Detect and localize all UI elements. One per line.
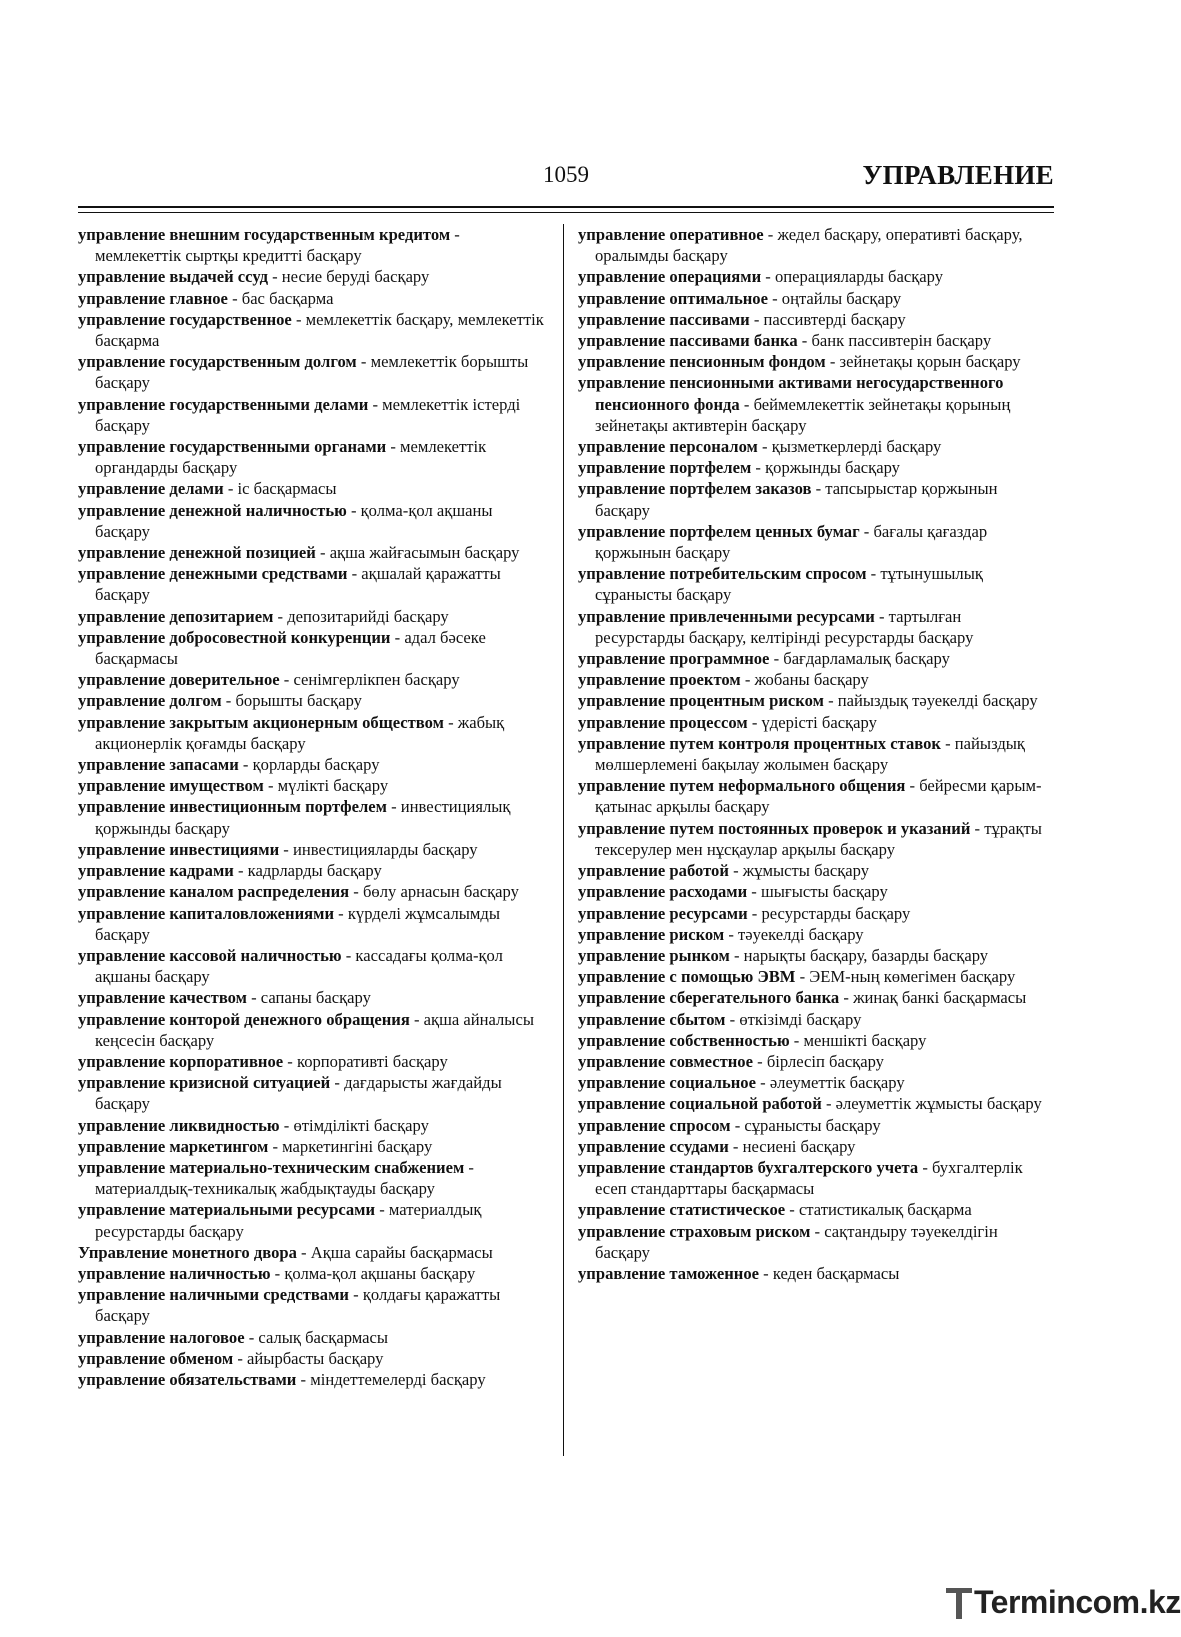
entry-translation: тұрақты тексерулер мен нұсқаулар арқылы басқару xyxy=(595,818,1042,859)
entry-term: управление инвестициями xyxy=(78,839,280,859)
entry-term: управление закрытым акционерным обществом xyxy=(78,712,444,732)
entry-term: управление проектом xyxy=(578,670,741,690)
dictionary-entry xyxy=(578,372,1054,436)
header-rule-thin xyxy=(78,212,1054,213)
entry-term: управление социальной работой xyxy=(578,1094,822,1114)
entry-term: управление материально-техническим снабжением xyxy=(78,1157,465,1177)
dictionary-entry xyxy=(578,1051,1054,1072)
entry-translation: қызметкерлерді басқару xyxy=(771,437,942,457)
entry-term: управление оперативное xyxy=(578,225,764,244)
dictionary-entry xyxy=(78,1199,548,1241)
entry-translation: депозитарийді басқару xyxy=(287,606,449,626)
entry-term: управление государственными органами xyxy=(78,437,387,457)
dictionary-entry xyxy=(78,606,548,627)
entry-term: управление статистическое xyxy=(578,1200,786,1220)
dictionary-entry xyxy=(578,309,1054,330)
dictionary-entry xyxy=(78,1242,548,1263)
entry-translation: үдерісті басқару xyxy=(761,712,877,732)
dictionary-entry xyxy=(78,1051,548,1072)
entry-term: управление страховым риском xyxy=(578,1221,811,1241)
entry-translation: шығысты басқару xyxy=(760,882,888,902)
dictionary-entry xyxy=(578,1030,1054,1051)
entry-term: управление сбытом xyxy=(578,1009,726,1029)
header-rule-thick xyxy=(78,206,1054,208)
dictionary-entry xyxy=(578,224,1054,266)
entry-translation: пассивтерді басқару xyxy=(763,309,906,329)
dictionary-entry xyxy=(78,563,548,605)
entry-translation: Ақша сарайы басқармасы xyxy=(310,1242,493,1262)
entry-term: управление денежной наличностью xyxy=(78,500,347,520)
dictionary-entry xyxy=(78,1157,548,1199)
entry-term: управление портфелем заказов xyxy=(578,479,812,499)
entry-term: управление социальное xyxy=(578,1073,756,1093)
dictionary-entry xyxy=(578,1221,1054,1263)
entry-term: управление кассовой наличностью xyxy=(78,945,342,965)
entry-term: управление портфелем ценных бумаг xyxy=(578,521,860,541)
dictionary-entry xyxy=(78,224,548,266)
entry-term: управление конторой денежного обращения xyxy=(78,1009,410,1029)
dictionary-entry xyxy=(78,1327,548,1348)
dictionary-entry xyxy=(578,860,1054,881)
entry-translation: мемлекеттік басқару, мемлекеттік басқарма xyxy=(95,309,544,351)
entry-term: управление качеством xyxy=(78,988,247,1008)
dictionary-entry xyxy=(78,1115,548,1136)
entry-term: управление риском xyxy=(578,924,725,944)
entry-term: управление наличными средствами xyxy=(78,1285,349,1305)
entry-translation: нарықты басқару, базарды басқару xyxy=(743,945,989,965)
entry-translation: зейнетақы қорын басқару xyxy=(839,352,1021,372)
entry-translation: өтімділікті басқару xyxy=(293,1115,429,1135)
entry-term: управление путем контроля процентных ставок xyxy=(578,733,941,753)
entry-translation: бас басқарма xyxy=(241,288,334,308)
entry-translation: сенімгерлікпен басқару xyxy=(293,670,460,690)
entry-term: управление таможенное xyxy=(578,1263,760,1283)
entry-translation: қолма-қол ақшаны басқару xyxy=(95,500,493,541)
entry-translation: мемлекеттік борышты басқару xyxy=(95,352,529,393)
entry-term: управление доверительное xyxy=(78,670,280,690)
entry-translation: әлеуметтік жұмысты басқару xyxy=(835,1094,1042,1114)
dictionary-entry xyxy=(78,478,548,499)
entry-translation: жинақ банкі басқармасы xyxy=(853,988,1027,1008)
dictionary-entry xyxy=(578,903,1054,924)
entry-translation: әлеуметтік басқару xyxy=(769,1073,905,1093)
running-head-word: УПРАВЛЕНИЕ xyxy=(862,160,1054,190)
dictionary-entry xyxy=(578,1263,1054,1284)
entry-translation: пайыздық тәуекелді басқару xyxy=(837,691,1038,711)
dictionary-entry xyxy=(78,1369,548,1390)
entry-translation: корпоративті басқару xyxy=(296,1051,448,1071)
entry-term: управление долгом xyxy=(78,691,222,711)
entry-translation: мүлікті басқару xyxy=(277,776,389,796)
dictionary-entry xyxy=(78,351,548,393)
dictionary-entry xyxy=(578,478,1054,520)
entry-term: управление пассивами xyxy=(578,309,750,329)
entry-term: управление государственное xyxy=(78,309,292,329)
entry-translation: меншікті басқару xyxy=(803,1030,927,1050)
entry-translation: беймемлекеттік зейнетақы қорының зейнетақы активтерін басқару xyxy=(595,394,1011,435)
dictionary-entry xyxy=(578,266,1054,287)
entry-term: управление собственностью xyxy=(578,1030,790,1050)
dictionary-entry xyxy=(78,945,548,987)
termincom-logo-icon xyxy=(946,1586,972,1620)
dictionary-entry xyxy=(78,881,548,902)
entry-translation: инвестицияларды басқару xyxy=(292,839,478,859)
dictionary-entry xyxy=(78,1072,548,1114)
entry-translation: қолдағы қаражатты басқару xyxy=(95,1285,501,1326)
entry-translation: борышты басқару xyxy=(235,691,362,711)
dictionary-entry xyxy=(78,903,548,945)
entry-term: управление оптимальное xyxy=(578,288,768,308)
entry-term: управление ссудами xyxy=(578,1136,729,1156)
dictionary-entry xyxy=(578,945,1054,966)
dictionary-entry xyxy=(578,457,1054,478)
entry-term: управление стандартов бухгалтерского учета xyxy=(578,1157,919,1177)
entry-translation: мемлекеттік органдарды басқару xyxy=(95,437,487,478)
entry-term: управление пенсионными активами негосударственного пенсионного фонда xyxy=(578,373,1004,414)
entry-translation: бағалы қағаздар қоржынын басқару xyxy=(595,521,988,563)
entry-term: управление сберегательного банка xyxy=(578,988,840,1008)
page-number: 1059 xyxy=(543,162,589,187)
dictionary-entry xyxy=(578,1157,1054,1199)
entry-term: Управление монетного двора xyxy=(78,1242,297,1262)
entry-term: управление портфелем xyxy=(578,458,752,478)
entry-translation: кассадағы қолма-қол ақшаны басқару xyxy=(95,945,503,987)
dictionary-entry xyxy=(78,860,548,881)
entry-translation: ресурстарды басқару xyxy=(761,903,911,923)
watermark-text: Termincom.kz xyxy=(974,1584,1181,1620)
dictionary-entry xyxy=(578,648,1054,669)
entry-translation: бейресми қарым-қатынас арқылы басқару xyxy=(595,776,1042,817)
entry-term: управление ресурсами xyxy=(578,903,748,923)
entry-translation: өткізімді басқару xyxy=(739,1009,862,1029)
dictionary-entry xyxy=(78,839,548,860)
entry-translation: ЭЕМ-ның көмегімен басқару xyxy=(809,967,1016,987)
dictionary-entry xyxy=(78,500,548,542)
entry-translation: тәуекелді басқару xyxy=(738,924,864,944)
entry-translation: міндеттемелерді басқару xyxy=(310,1369,486,1389)
entry-translation: несие беруді басқару xyxy=(281,267,430,287)
dictionary-entry xyxy=(578,1115,1054,1136)
dictionary-entry xyxy=(78,690,548,711)
entry-term: управление денежными средствами xyxy=(78,564,348,584)
entry-translation: ақша жайғасымын басқару xyxy=(329,543,520,563)
entry-translation: сапаны басқару xyxy=(260,988,371,1008)
entry-translation: кеден басқармасы xyxy=(772,1263,900,1283)
entry-translation: материалдық ресурстарды басқару xyxy=(95,1200,482,1241)
entry-term: управление капиталовложениями xyxy=(78,903,335,923)
entry-term: управление процентным риском xyxy=(578,691,824,711)
entry-term: управление инвестиционным портфелем xyxy=(78,797,387,817)
entry-translation: жобаны басқару xyxy=(754,670,869,690)
entry-term: управление запасами xyxy=(78,755,239,775)
entry-term: управление главное xyxy=(78,288,228,308)
dictionary-entry xyxy=(578,712,1054,733)
dictionary-entry xyxy=(578,669,1054,690)
entry-translation: адал бәсеке басқармасы xyxy=(95,627,486,669)
entry-term: управление рынком xyxy=(578,945,730,965)
dictionary-entry xyxy=(78,1009,548,1051)
dictionary-entry xyxy=(578,1072,1054,1093)
entry-translation: мемлекеттік істерді басқару xyxy=(95,394,521,435)
dictionary-entry xyxy=(78,266,548,287)
entry-term: управление корпоративное xyxy=(78,1051,284,1071)
dictionary-entry xyxy=(78,796,548,838)
dictionary-entry xyxy=(578,1009,1054,1030)
termincom-watermark xyxy=(944,1580,1181,1626)
entry-term: управление материальными ресурсами xyxy=(78,1200,376,1220)
entry-term: управление процессом xyxy=(578,712,748,732)
dictionary-entry xyxy=(578,775,1054,817)
entry-translation: инвестициялық қоржынды басқару xyxy=(95,797,511,838)
entry-term: управление пассивами банка xyxy=(578,331,798,351)
dictionary-entry xyxy=(78,542,548,563)
entry-term: управление налоговое xyxy=(78,1327,245,1347)
entry-translation: мемлекеттік сыртқы кредитті басқару xyxy=(95,246,362,266)
entry-translation: сақтандыру тәуекелдігін басқару xyxy=(595,1221,998,1262)
dictionary-entry xyxy=(578,351,1054,372)
entry-translation: қорларды басқару xyxy=(252,755,380,775)
dictionary-entry xyxy=(578,563,1054,605)
entry-translation: жедел басқару, оперативті басқару, оралымды басқару xyxy=(595,225,1023,266)
dictionary-entry xyxy=(78,1284,548,1326)
dictionary-entry xyxy=(78,436,548,478)
entry-term: управление денежной позицией xyxy=(78,543,316,563)
entry-term: управление расходами xyxy=(578,882,748,902)
dictionary-entry xyxy=(78,987,548,1008)
dictionary-entry xyxy=(78,309,548,351)
entry-translation: пайыздық мөлшерлемені бақылау жолымен басқару xyxy=(595,733,1025,775)
entry-term: управление операциями xyxy=(578,267,762,287)
entry-term: управление внешним государственным кредитом xyxy=(78,225,451,244)
entry-term: управление работой xyxy=(578,861,729,881)
entry-translation: сұранысты басқару xyxy=(744,1115,881,1135)
dictionary-entry xyxy=(78,627,548,669)
entry-term: управление совместное xyxy=(578,1051,753,1071)
dictionary-entry xyxy=(78,1136,548,1157)
entry-term: управление кризисной ситуацией xyxy=(78,1073,331,1093)
entry-translation: күрделі жұмсалымды басқару xyxy=(95,903,500,944)
entry-term: управление делами xyxy=(78,479,224,499)
entry-translation: қоржынды басқару xyxy=(765,458,900,478)
entry-translation: операцияларды басқару xyxy=(774,267,944,287)
entry-translation: оңтайлы басқару xyxy=(781,288,902,308)
entry-translation: ақшалай қаражатты басқару xyxy=(95,564,501,605)
entry-translation: тапсырыстар қоржынын басқару xyxy=(595,479,998,520)
entry-translation: қолма-қол ақшаны басқару xyxy=(284,1263,476,1283)
entry-term: управление кадрами xyxy=(78,861,234,881)
entry-translation: маркетингіні басқару xyxy=(282,1136,433,1156)
dictionary-entry xyxy=(578,436,1054,457)
entry-translation: бөлу арнасын басқару xyxy=(362,882,519,902)
dictionary-entry xyxy=(78,394,548,436)
entry-translation: статистикалық басқарма xyxy=(798,1200,972,1220)
dictionary-entry xyxy=(78,669,548,690)
dictionary-entry xyxy=(78,754,548,775)
entry-term: управление ликвидностью xyxy=(78,1115,280,1135)
dictionary-entry xyxy=(578,606,1054,648)
entry-translation: ақша айналысы кеңсесін басқару xyxy=(95,1009,534,1050)
entry-term: управление привлеченными ресурсами xyxy=(578,606,875,626)
entry-translation: іс басқармасы xyxy=(237,479,337,499)
entry-term: управление депозитарием xyxy=(78,606,274,626)
dictionary-entry xyxy=(78,1348,548,1369)
entry-translation: несиені басқару xyxy=(742,1136,856,1156)
entry-term: управление государственным долгом xyxy=(78,352,357,372)
entry-translation: дағдарысты жағдайды басқару xyxy=(95,1073,502,1114)
entry-term: управление обязательствами xyxy=(78,1369,297,1389)
dictionary-entry xyxy=(578,733,1054,775)
entry-translation: тұтынушылық сұранысты басқару xyxy=(595,564,983,605)
entry-term: управление маркетингом xyxy=(78,1136,269,1156)
dictionary-entry xyxy=(78,775,548,796)
entry-term: управление имуществом xyxy=(78,776,264,796)
dictionary-entry xyxy=(78,712,548,754)
entry-translation: тартылған ресурстарды басқару, келтірінді ресурстарды басқару xyxy=(595,606,974,647)
entry-translation: бухгалтерлік есеп стандарттары басқармасы xyxy=(595,1157,1023,1199)
entry-term: управление путем постоянных проверок и указаний xyxy=(578,818,971,838)
right-column xyxy=(578,224,1054,1284)
dictionary-entry xyxy=(578,330,1054,351)
entry-term: управление выдачей ссуд xyxy=(78,267,268,287)
dictionary-entry xyxy=(578,690,1054,711)
dictionary-entry xyxy=(78,288,548,309)
entry-term: управление программное xyxy=(578,649,770,669)
entry-translation: банк пассивтерін басқару xyxy=(811,331,992,351)
dictionary-entry xyxy=(578,1199,1054,1220)
entry-term: управление персоналом xyxy=(578,437,758,457)
dictionary-entry xyxy=(578,521,1054,563)
entry-term: управление наличностью xyxy=(78,1263,271,1283)
entry-term: управление обменом xyxy=(78,1348,234,1368)
dictionary-entry xyxy=(578,818,1054,860)
entry-term: управление каналом распределения xyxy=(78,882,350,902)
entry-translation: жабық акционерлік қоғамды басқару xyxy=(95,712,505,753)
entry-term: управление потребительским спросом xyxy=(578,564,867,584)
dictionary-entry xyxy=(578,288,1054,309)
entry-term: управление добросовестной конкуренции xyxy=(78,627,391,647)
entry-translation: кадрларды басқару xyxy=(247,861,382,881)
column-divider xyxy=(563,224,564,1456)
entry-translation: бірлесіп басқару xyxy=(766,1051,884,1071)
dictionary-entry xyxy=(578,966,1054,987)
entry-translation: бағдарламалық басқару xyxy=(783,649,950,669)
left-column xyxy=(78,224,548,1390)
entry-term: управление с помощью ЭВМ xyxy=(578,967,796,987)
entry-translation: жұмысты басқару xyxy=(742,861,870,881)
entry-translation: материалдық-техникалық жабдықтауды басқару xyxy=(95,1179,435,1199)
page-header xyxy=(78,150,1054,194)
entry-term: управление государственными делами xyxy=(78,394,369,414)
dictionary-entry xyxy=(78,1263,548,1284)
entry-term: управление спросом xyxy=(578,1115,731,1135)
entry-term: управление путем неформального общения xyxy=(578,776,906,796)
entry-translation: салық басқармасы xyxy=(258,1327,389,1347)
dictionary-entry xyxy=(578,924,1054,945)
dictionary-entry xyxy=(578,987,1054,1008)
dictionary-entry xyxy=(578,881,1054,902)
dictionary-entry xyxy=(578,1136,1054,1157)
entry-term: управление пенсионным фондом xyxy=(578,352,826,372)
entry-translation: айырбасты басқару xyxy=(247,1348,384,1368)
dictionary-entry xyxy=(578,1093,1054,1114)
